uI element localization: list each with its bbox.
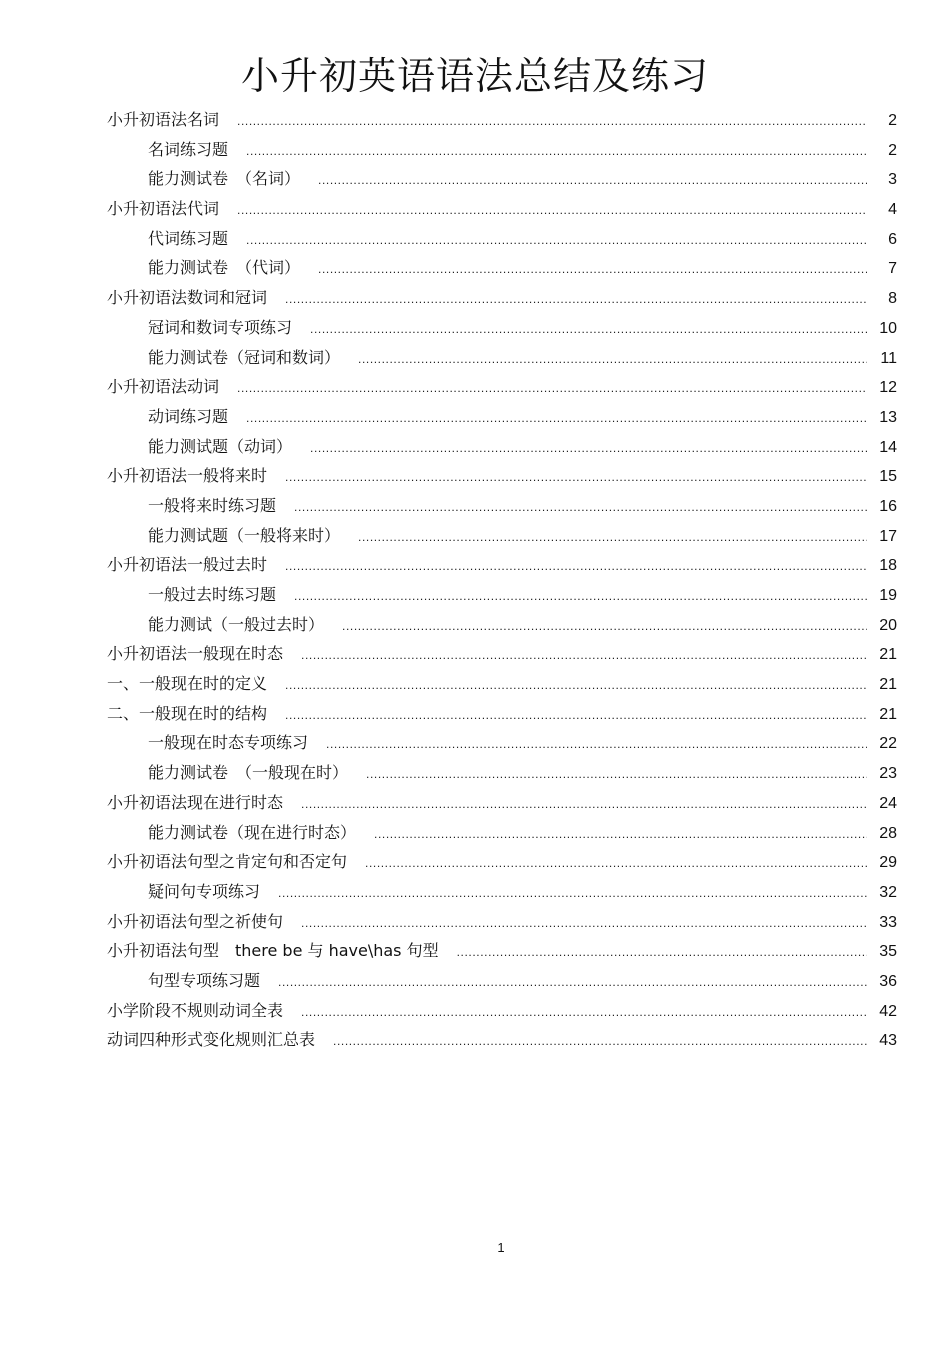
dot-leader bbox=[374, 820, 867, 850]
toc-entry-page[interactable]: 18 bbox=[879, 557, 897, 575]
toc-entry-page[interactable]: 28 bbox=[879, 824, 897, 842]
toc-entry-page[interactable]: 16 bbox=[879, 497, 897, 515]
dot-leader bbox=[285, 552, 867, 582]
page-number: 1 bbox=[497, 1240, 505, 1255]
toc-entry-label[interactable]: 名词练习题 bbox=[148, 139, 229, 159]
toc-entry[interactable] bbox=[107, 402, 897, 432]
toc-entry-label[interactable]: 疑问句专项练习 bbox=[148, 881, 261, 901]
toc-entry-page[interactable]: 15 bbox=[879, 468, 897, 486]
toc-entry[interactable] bbox=[107, 461, 897, 491]
toc-entry[interactable] bbox=[107, 818, 897, 848]
toc-entry-page[interactable]: 11 bbox=[880, 349, 897, 367]
toc-entry[interactable] bbox=[107, 224, 897, 254]
toc-entry[interactable] bbox=[107, 164, 897, 194]
toc-entry-label[interactable]: 动词练习题 bbox=[148, 406, 229, 426]
toc-entry-page[interactable]: 20 bbox=[879, 616, 897, 634]
dot-leader bbox=[326, 730, 867, 760]
toc-entry[interactable] bbox=[107, 521, 897, 551]
toc-entry-label[interactable]: 小升初语法一般过去时 bbox=[107, 555, 268, 575]
dot-leader bbox=[294, 582, 867, 612]
toc-entry-page[interactable]: 32 bbox=[879, 883, 897, 901]
toc-entry[interactable] bbox=[107, 253, 897, 283]
toc-entry-page[interactable]: 19 bbox=[879, 587, 897, 604]
toc-entry-page[interactable]: 14 bbox=[879, 438, 897, 456]
toc-entry[interactable] bbox=[107, 550, 897, 580]
dot-leader bbox=[285, 285, 867, 315]
dot-leader bbox=[457, 938, 867, 968]
dot-leader bbox=[237, 107, 867, 137]
toc-entry[interactable] bbox=[107, 669, 897, 699]
toc-entry-label[interactable]: 一、一般现在时的定义 bbox=[107, 674, 268, 694]
dot-leader bbox=[294, 493, 867, 523]
toc-entry-page[interactable]: 22 bbox=[879, 735, 897, 753]
toc-entry-label[interactable]: 小升初语法句型 there be 与 have\has 句型 bbox=[107, 941, 439, 961]
toc-entry[interactable] bbox=[107, 105, 897, 135]
toc-entry[interactable] bbox=[107, 966, 897, 996]
toc-entry-page[interactable]: 21 bbox=[879, 676, 897, 694]
toc-entry-label[interactable]: 二、一般现在时的结构 bbox=[107, 703, 268, 723]
toc-entry-label[interactable]: 一般现在时态专项练习 bbox=[148, 733, 309, 753]
toc-entry-page[interactable]: 36 bbox=[879, 972, 897, 990]
toc-entry-label[interactable]: 代词练习题 bbox=[148, 228, 229, 248]
toc-entry-label[interactable]: 小升初语法句型之肯定句和否定句 bbox=[107, 852, 348, 872]
document-title: 小升初英语语法总结及练习 bbox=[240, 54, 709, 98]
toc-entry[interactable] bbox=[107, 313, 897, 343]
dot-leader bbox=[310, 434, 867, 464]
toc-entry-page[interactable]: 23 bbox=[879, 765, 897, 783]
dot-leader bbox=[301, 790, 867, 820]
toc-entry-label[interactable]: 小升初语法动词 bbox=[107, 377, 220, 397]
dot-leader bbox=[301, 998, 867, 1028]
toc-entry-label[interactable]: 能力测试卷（现在进行时态） bbox=[148, 822, 357, 842]
toc-entry[interactable] bbox=[107, 432, 897, 462]
dot-leader bbox=[366, 760, 867, 790]
toc-entry-page[interactable]: 35 bbox=[879, 943, 897, 961]
toc-entry-page[interactable]: 2 bbox=[888, 112, 897, 129]
dot-leader bbox=[246, 404, 867, 434]
toc-entry-label[interactable]: 一般过去时练习题 bbox=[148, 585, 277, 604]
toc-entry[interactable] bbox=[107, 283, 897, 313]
dot-leader bbox=[278, 968, 867, 998]
toc-entry-page[interactable]: 7 bbox=[888, 260, 897, 278]
toc-entry[interactable] bbox=[107, 580, 897, 610]
toc-entry-page[interactable]: 33 bbox=[879, 913, 897, 931]
toc-entry[interactable] bbox=[107, 728, 897, 758]
dot-leader bbox=[237, 196, 867, 226]
toc-entry-page[interactable]: 12 bbox=[879, 379, 897, 397]
dot-leader bbox=[246, 226, 867, 256]
toc-entry-label[interactable]: 能力测试卷 （代词） bbox=[148, 258, 301, 278]
dot-leader bbox=[365, 849, 867, 879]
toc-entry-label[interactable]: 小升初语法一般将来时 bbox=[107, 466, 268, 486]
toc-entry-page[interactable]: 29 bbox=[879, 854, 897, 872]
toc-entry[interactable] bbox=[107, 194, 897, 224]
dot-leader bbox=[301, 641, 867, 671]
dot-leader bbox=[237, 374, 867, 404]
dot-leader bbox=[318, 166, 867, 196]
toc-entry[interactable] bbox=[107, 936, 897, 966]
toc-entry-label[interactable]: 能力测试（一般过去时） bbox=[148, 614, 325, 634]
toc-entry[interactable] bbox=[107, 758, 897, 788]
toc-entry-label[interactable]: 能力测试卷（冠词和数词） bbox=[148, 347, 341, 367]
toc-entry[interactable] bbox=[107, 907, 897, 937]
toc-entry-page[interactable]: 42 bbox=[879, 1002, 897, 1020]
toc-entry-page[interactable]: 6 bbox=[888, 230, 897, 248]
dot-leader bbox=[342, 612, 867, 642]
toc-entry-label[interactable]: 小升初语法名词 bbox=[107, 110, 220, 129]
toc-entry-page[interactable]: 4 bbox=[888, 201, 897, 219]
toc-entry[interactable] bbox=[107, 699, 897, 729]
toc-entry[interactable] bbox=[107, 343, 897, 373]
dot-leader bbox=[301, 909, 867, 939]
toc-entry-page[interactable]: 24 bbox=[879, 794, 897, 812]
dot-leader bbox=[278, 879, 867, 909]
toc-entry-label[interactable]: 能力测试卷 （名词） bbox=[148, 169, 301, 189]
toc-entry-page[interactable]: 21 bbox=[879, 705, 897, 723]
toc-entry-label[interactable]: 冠词和数词专项练习 bbox=[148, 317, 293, 337]
toc-entry[interactable] bbox=[107, 135, 897, 165]
dot-leader bbox=[358, 523, 867, 553]
dot-leader bbox=[333, 1027, 867, 1057]
dot-leader bbox=[318, 255, 867, 285]
toc-entry-label[interactable]: 小升初语法现在进行时态 bbox=[107, 792, 284, 812]
toc-entry-label[interactable]: 小升初语法数词和冠词 bbox=[107, 288, 268, 308]
toc-entry-page[interactable]: 2 bbox=[888, 141, 897, 159]
toc-entry-label[interactable]: 一般将来时练习题 bbox=[148, 495, 277, 515]
toc-entry[interactable] bbox=[107, 491, 897, 521]
toc-entry-label[interactable]: 小升初语法代词 bbox=[107, 199, 220, 219]
toc-entry-page[interactable]: 21 bbox=[879, 646, 897, 664]
dot-leader bbox=[358, 345, 867, 375]
toc-entry-label[interactable]: 能力测试卷 （一般现在时） bbox=[148, 763, 349, 783]
toc-entry[interactable] bbox=[107, 847, 897, 877]
dot-leader bbox=[310, 315, 867, 345]
dot-leader bbox=[285, 701, 867, 731]
dot-leader bbox=[285, 671, 867, 701]
toc-entry-page[interactable]: 8 bbox=[888, 290, 897, 308]
toc-entry-label[interactable]: 句型专项练习题 bbox=[148, 970, 261, 990]
toc-entry-label[interactable]: 小升初语法一般现在时态 bbox=[107, 644, 284, 664]
toc-entry[interactable] bbox=[107, 639, 897, 669]
toc-entry[interactable] bbox=[107, 996, 897, 1026]
toc-entry-page[interactable]: 10 bbox=[879, 319, 897, 337]
toc-entry-label[interactable]: 动词四种形式变化规则汇总表 bbox=[107, 1030, 316, 1050]
toc-entry[interactable] bbox=[107, 788, 897, 818]
dot-leader bbox=[246, 137, 867, 167]
toc-entry[interactable] bbox=[107, 1025, 897, 1055]
toc-entry[interactable] bbox=[107, 610, 897, 640]
toc-entry[interactable] bbox=[107, 877, 897, 907]
table-of-contents bbox=[107, 105, 897, 1055]
toc-entry-page[interactable]: 43 bbox=[879, 1032, 897, 1050]
toc-entry-page[interactable]: 17 bbox=[879, 527, 897, 545]
toc-entry-label[interactable]: 小学阶段不规则动词全表 bbox=[107, 1000, 284, 1020]
dot-leader bbox=[285, 463, 867, 493]
toc-entry-label[interactable]: 能力测试题（动词） bbox=[148, 436, 293, 456]
toc-entry-label[interactable]: 能力测试题（一般将来时） bbox=[148, 525, 341, 545]
toc-entry-page[interactable]: 13 bbox=[879, 408, 897, 426]
toc-entry-label[interactable]: 小升初语法句型之祈使句 bbox=[107, 911, 284, 931]
toc-entry[interactable] bbox=[107, 372, 897, 402]
toc-entry-page[interactable]: 3 bbox=[888, 171, 897, 189]
